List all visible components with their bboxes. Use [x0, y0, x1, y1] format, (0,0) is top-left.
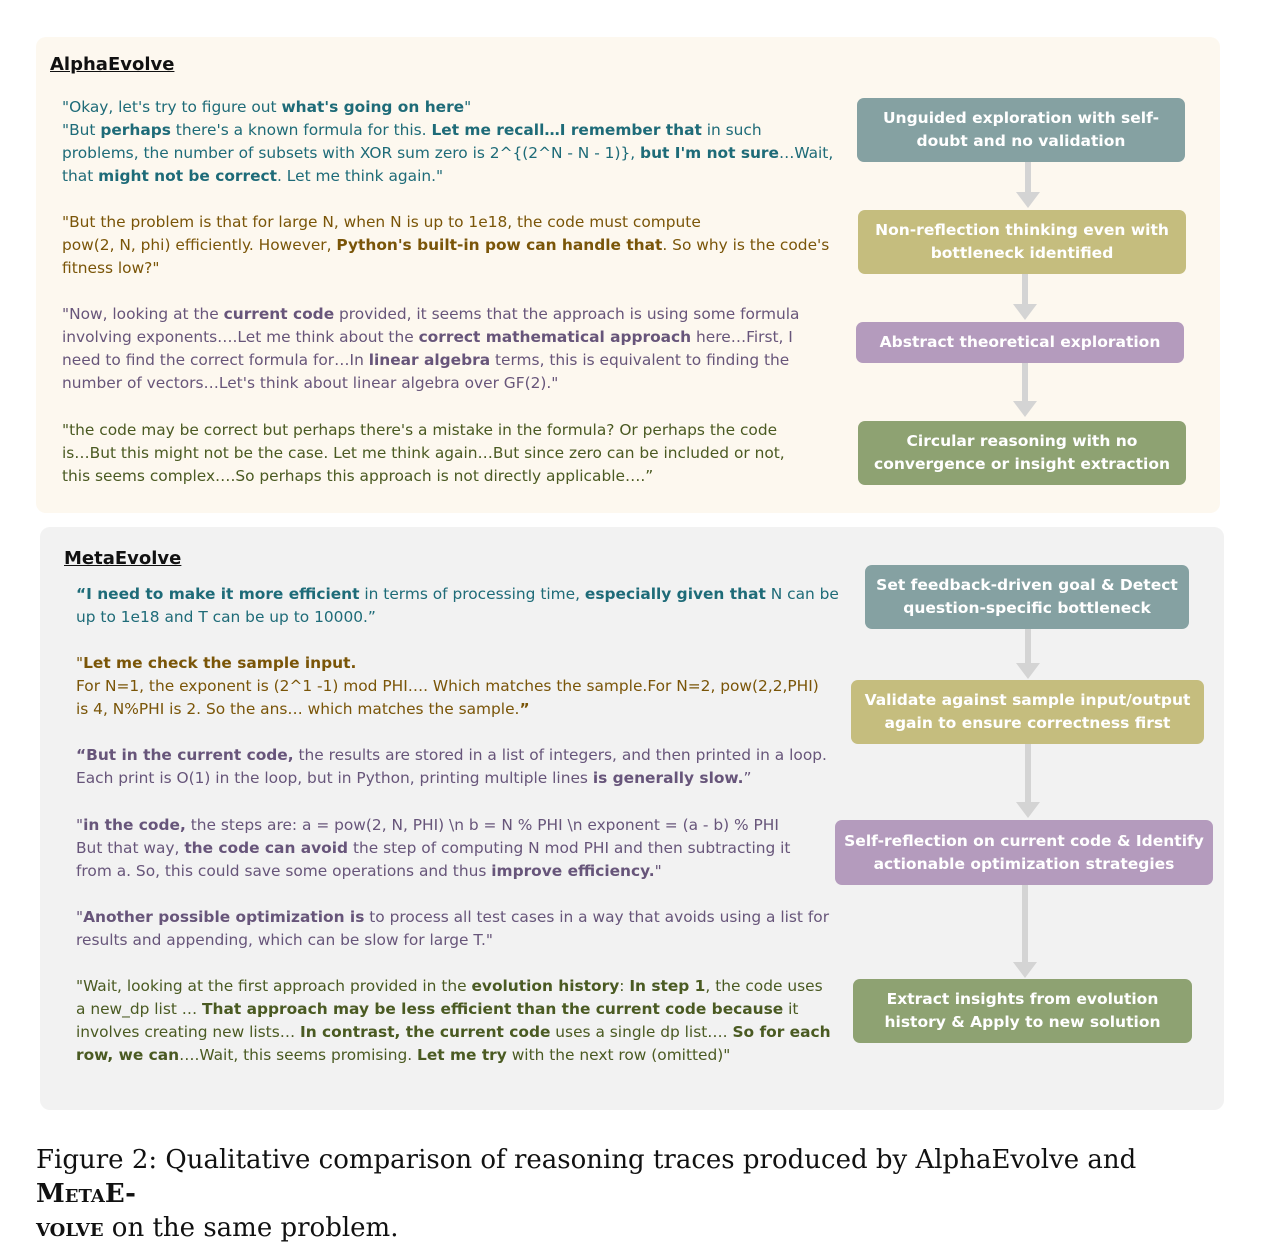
- quote-segment: it: [783, 1000, 799, 1018]
- quote-segment: So for each: [732, 1023, 831, 1041]
- quote-segment: in the code,: [83, 816, 186, 834]
- caption-method-name: MetaE- volve: [36, 1179, 136, 1243]
- quote-segment: . Let me think again.": [277, 167, 444, 185]
- quote-segment: For N=1, the exponent is (2^1 -1) mod PHI…. Which matches the sample.For N=2, pow(2,2,PHI): [76, 677, 819, 695]
- quote-segment: ”: [519, 700, 530, 718]
- quote-segment: "the code may be correct but perhaps there's a mistake in the formula? Or perhaps the code: [62, 421, 778, 439]
- quote-segment: Let me check the sample input.: [83, 654, 357, 672]
- quote-segment: ": [654, 862, 662, 880]
- quote-segment: In step 1: [629, 977, 706, 995]
- quote-segment: this seems complex….So perhaps this approach is not directly applicable….”: [62, 467, 654, 485]
- quote-segment: to process all test cases in a way that avoids using a list for: [364, 908, 830, 926]
- quote-segment: pow(2, N, phi) efficiently. However,: [62, 236, 337, 254]
- quote-segment: In contrast, the current code: [300, 1023, 551, 1041]
- quote-segment: involving exponents….Let me think about the: [62, 328, 419, 346]
- caption-prefix: Figure 2: Qualitative comparison of reasoning traces produced by AlphaEvolve and: [36, 1145, 1137, 1175]
- meta-quote-1: [76, 583, 839, 629]
- meta-quote-3: [76, 744, 827, 790]
- quote-segment: ": [76, 908, 84, 926]
- quote-segment: Python's built-in pow can handle that: [336, 236, 663, 254]
- meta-quote-6: [76, 975, 831, 1067]
- quote-segment: here…First, I: [691, 328, 793, 346]
- box-label: Extract insights from evolution history & Apply to new solution: [884, 990, 1161, 1031]
- quote-segment: row, we can: [76, 1046, 180, 1064]
- quote-segment: might not be correct: [98, 167, 278, 185]
- quote-segment: "But the problem is that for large N, when N is up to 1e18, the code must compute: [62, 213, 701, 231]
- quote-segment: with the next row (omitted)": [506, 1046, 731, 1064]
- quote-segment: "Now, looking at the: [62, 305, 224, 323]
- alpha-quote-1: [62, 96, 833, 188]
- quote-segment: especially given that: [584, 585, 766, 603]
- quote-segment: a new_dp list …: [76, 1000, 203, 1018]
- quote-segment: "But: [62, 121, 101, 139]
- quote-segment: , the code uses: [705, 977, 823, 995]
- meta-quote-4: [76, 814, 790, 883]
- quote-segment: that: [62, 167, 99, 185]
- quote-segment: the code can avoid: [184, 839, 349, 857]
- quote-segment: :: [619, 977, 630, 995]
- quote-segment: perhaps: [100, 121, 171, 139]
- alpha-quote-4: [62, 419, 785, 488]
- quote-segment: need to find the correct formula for…In: [62, 351, 369, 369]
- alpha-quote-2: [62, 211, 829, 280]
- box-label: Circular reasoning with no convergence or insight extraction: [874, 432, 1170, 473]
- meta-step-4-box: [853, 979, 1192, 1043]
- quote-segment: terms, this is equivalent to finding the: [490, 351, 790, 369]
- box-label: Self-reflection on current code & Identify actionable optimization strategies: [844, 831, 1204, 873]
- quote-segment: Let me try: [417, 1046, 507, 1064]
- quote-segment: linear algebra: [368, 351, 491, 369]
- quote-segment: what's going on here: [281, 98, 465, 116]
- quote-segment: "Okay, let's try to figure out: [62, 98, 282, 116]
- quote-segment: the step of computing N mod PHI and then subtracting it: [348, 839, 791, 857]
- quote-segment: there's a known formula for this.: [170, 121, 432, 139]
- metaevolve-title: MetaEvolve: [64, 548, 182, 569]
- meta-step-3-box: [835, 820, 1213, 885]
- quote-segment: But that way,: [76, 839, 185, 857]
- quote-segment: in terms of processing time,: [359, 585, 585, 603]
- quote-segment: problems, the number of subsets with XOR sum zero is 2^{(2^N - N - 1)},: [62, 144, 641, 162]
- quote-segment: . So why is the code's: [662, 236, 830, 254]
- quote-segment: the results are stored in a list of integers, and then printed in a loop.: [293, 746, 827, 764]
- quote-segment: correct mathematical approach: [418, 328, 692, 346]
- alpha-step-3-box: [856, 322, 1184, 363]
- box-label: Non-reflection thinking even with bottleneck identified: [875, 221, 1169, 262]
- quote-segment: Another possible optimization is: [83, 908, 365, 926]
- alpha-step-1-box: [857, 98, 1185, 162]
- quote-segment: uses a single dp list….: [550, 1023, 733, 1041]
- box-label: Abstract theoretical exploration: [879, 333, 1161, 351]
- quote-segment: provided, it seems that the approach is using some formula: [334, 305, 800, 323]
- meta-step-1-box: [865, 565, 1189, 629]
- quote-segment: "Wait, looking at the first approach provided in the: [76, 977, 472, 995]
- figure-caption: [36, 1143, 1236, 1245]
- quote-segment: number of vectors…Let's think about linear algebra over GF(2).": [62, 374, 559, 392]
- quote-segment: Each print is O(1) in the loop, but in Python, printing multiple lines: [76, 769, 593, 787]
- meta-quote-2: [76, 652, 819, 721]
- quote-segment: ”: [743, 769, 752, 787]
- quote-segment: ": [76, 816, 84, 834]
- quote-segment: evolution history: [471, 977, 620, 995]
- quote-segment: involves creating new lists…: [76, 1023, 301, 1041]
- meta-step-2-box: [851, 680, 1204, 744]
- quote-segment: is generally slow.: [592, 769, 744, 787]
- caption-suffix: on the same problem.: [103, 1213, 399, 1243]
- quote-segment: fitness low?": [62, 259, 160, 277]
- quote-segment: ….Wait, this seems promising.: [179, 1046, 418, 1064]
- quote-segment: current code: [223, 305, 335, 323]
- quote-segment: “But in the current code,: [76, 746, 294, 764]
- quote-segment: is…But this might not be the case. Let me think again…But since zero can be included or not,: [62, 444, 785, 462]
- quote-segment: That approach may be less efficient than the current code because: [202, 1000, 784, 1018]
- quote-segment: Let me recall…I remember that: [431, 121, 702, 139]
- quote-segment: “I need to make it more efficient: [76, 585, 360, 603]
- quote-segment: is 4, N%PHI is 2. So the ans… which matches the sample.: [76, 700, 520, 718]
- quote-segment: improve efficiency.: [491, 862, 655, 880]
- quote-segment: in such: [701, 121, 762, 139]
- box-label: Validate against sample input/output again to ensure correctness first: [864, 691, 1191, 732]
- alpha-step-2-box: [858, 210, 1186, 274]
- quote-segment: from a. So, this could save some operations and thus: [76, 862, 492, 880]
- quote-segment: …Wait,: [778, 144, 834, 162]
- meta-quote-5: [76, 906, 829, 952]
- quote-segment: the steps are: a = pow(2, N, PHI) \n b = N % PHI \n exponent = (a - b) % PHI: [185, 816, 779, 834]
- box-label: Unguided exploration with self- doubt and no validation: [882, 109, 1160, 150]
- quote-segment: ": [464, 98, 472, 116]
- alphaevolve-title: AlphaEvolve: [50, 54, 175, 75]
- quote-segment: up to 1e18 and T can be up to 10000.”: [76, 608, 376, 626]
- alpha-quote-3: [62, 303, 799, 395]
- quote-segment: N can be: [765, 585, 839, 603]
- box-label: Set feedback-driven goal & Detect question-specific bottleneck: [876, 576, 1178, 617]
- quote-segment: but I'm not sure: [640, 144, 779, 162]
- quote-segment: results and appending, which can be slow for large T.": [76, 931, 493, 949]
- quote-segment: ": [76, 654, 84, 672]
- alpha-step-4-box: [858, 421, 1186, 485]
